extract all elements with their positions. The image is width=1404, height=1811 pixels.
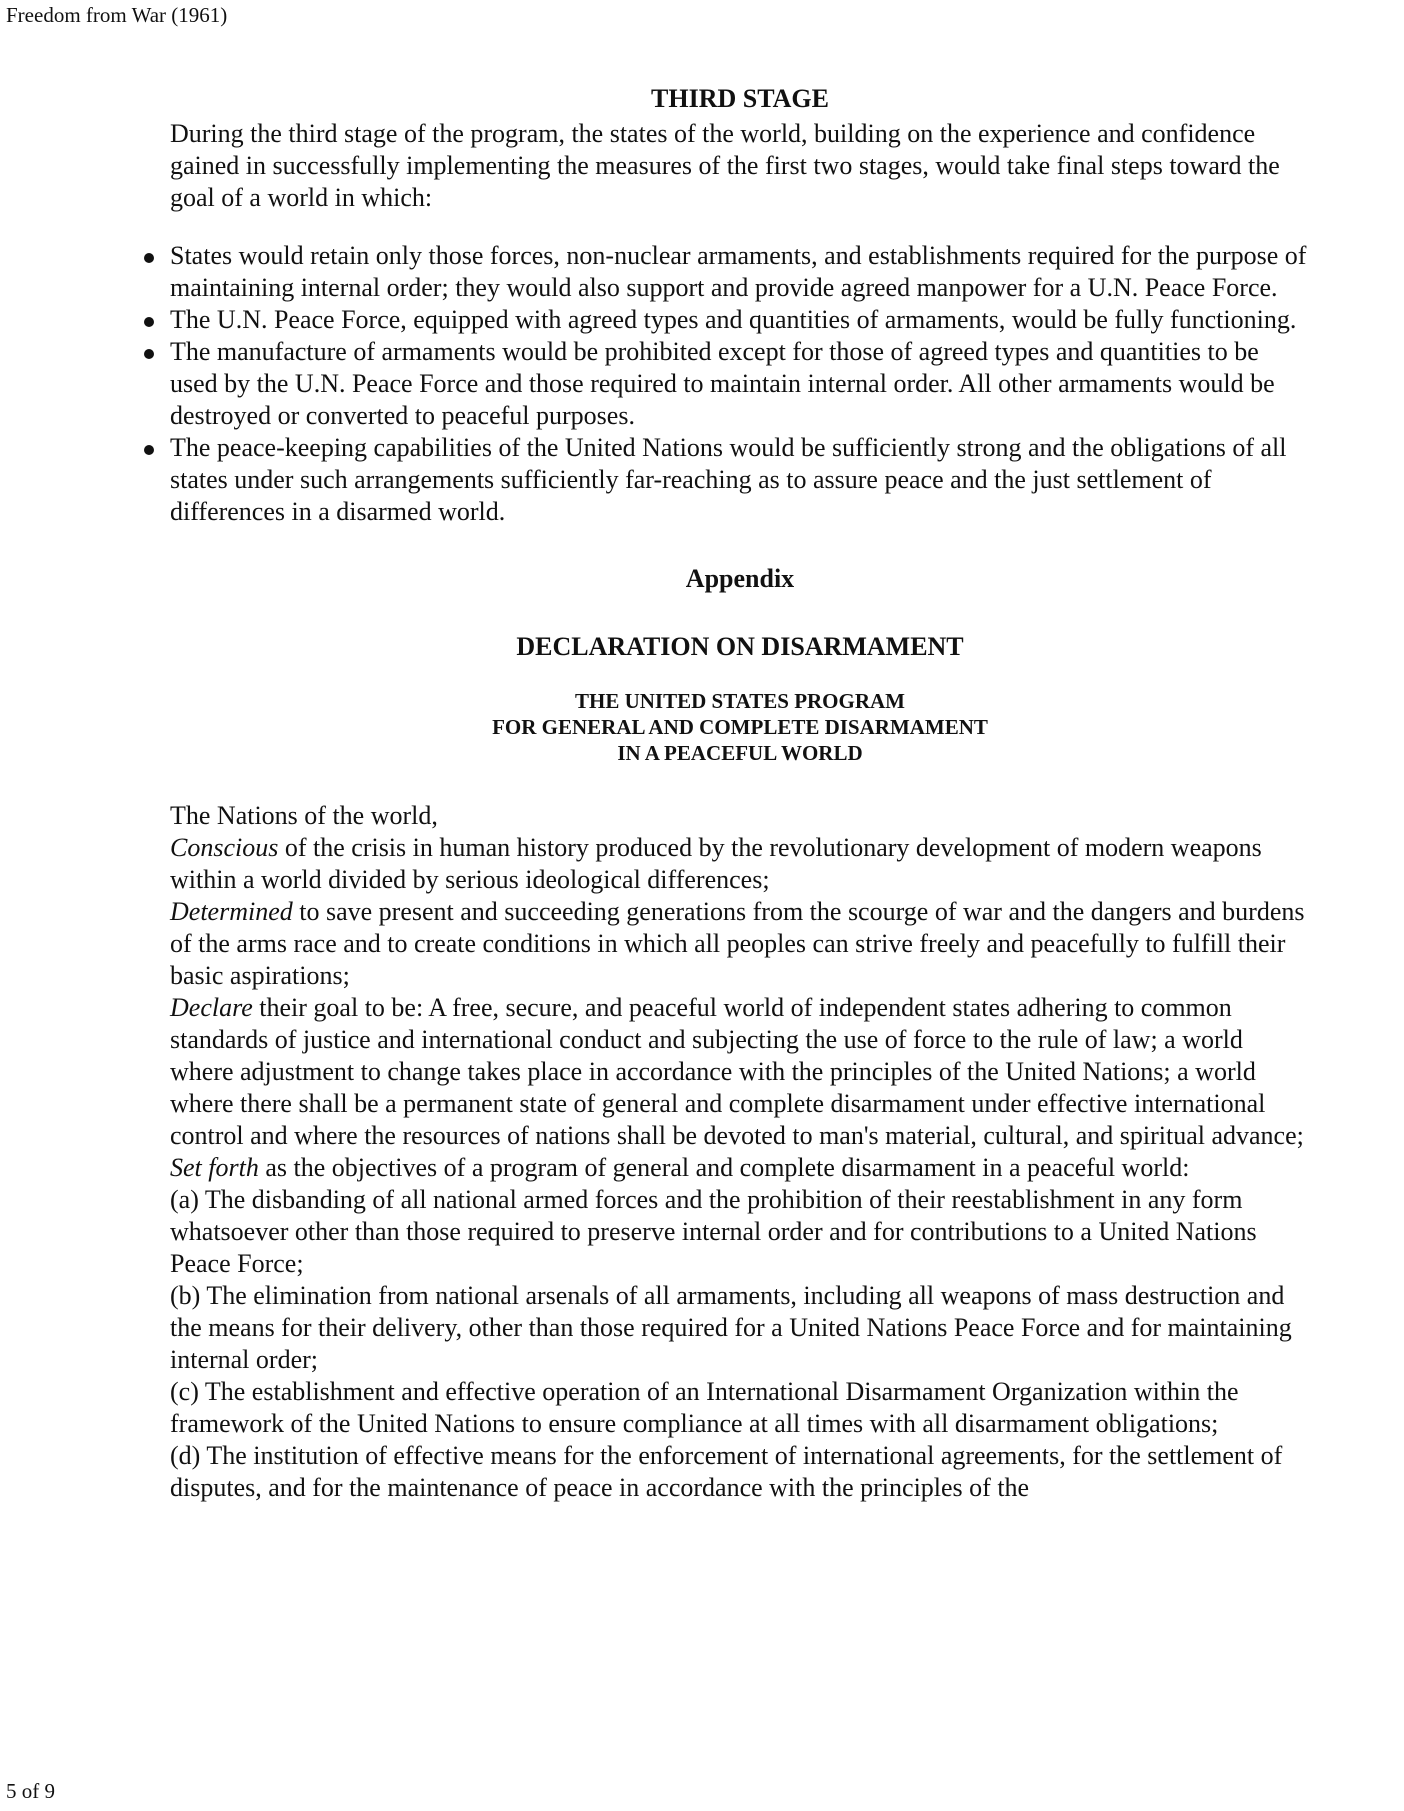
page-content [170,80,1310,1504]
bullet-item [170,240,1310,304]
bullet-text: The manufacture of armaments would be prohibited except for those of agreed types and quantities to be used by the U.N. Peace Force and those required to maintain internal order. All other armaments would be destroyed or converted to peaceful purposes. [170,337,1275,430]
declaration-body [170,800,1310,1504]
bullet-icon [144,317,154,327]
bullet-item [170,304,1310,336]
declaration-opening: The Nations of the world, [170,801,438,830]
objective-item: (d) The institution of effective means for the enforcement of international agreements, for the settlement of disputes, and for the maintenance of peace in accordance with the principles of the [170,1441,1283,1502]
conscious-text: of the crisis in human history produced by the revolutionary development of modern weapons within a world divided by serious ideological differences; [170,833,1262,894]
bullet-text: States would retain only those forces, non-nuclear armaments, and establishments required for the purpose of maintaining internal order; they would also support and provide agreed manpower for a U.N. Peace Force. [170,241,1307,302]
program-title-line: THE UNITED STATES PROGRAM [574,689,906,713]
set-forth-lead: Set forth [170,1153,259,1182]
bullet-text: The U.N. Peace Force, equipped with agreed types and quantities of armaments, would be fully functioning. [170,305,1297,334]
bullet-icon [144,253,154,263]
declaration-determined-paragraph [170,896,1310,992]
bullet-icon [144,349,154,359]
bullet-icon [144,445,154,455]
third-stage-bullet-list [170,240,1310,528]
document-title-header: Freedom from War (1961) [6,3,228,27]
program-title [170,688,1310,766]
program-title-line: FOR GENERAL AND COMPLETE DISARMAMENT [492,715,988,739]
objective-item: (b) The elimination from national arsenals of all armaments, including all weapons of mass destruction and the means for their delivery, other than those required for a United Nations Peace Force and for maintaining internal order; [170,1281,1292,1374]
bullet-item [170,336,1310,432]
program-title-line: IN A PEACEFUL WORLD [617,741,863,765]
determined-text: to save present and succeeding generations from the scourge of war and the dangers and burdens of the arms race and to create conditions in which all peoples can strive freely and peacefully to fulfill their basic aspirations; [170,897,1305,990]
page-number-footer: 5 of 9 [6,1779,55,1803]
bullet-item [170,432,1310,528]
declaration-declare-paragraph [170,992,1310,1152]
declare-lead: Declare [170,993,253,1022]
declare-text: their goal to be: A free, secure, and peaceful world of independent states adhering to common standards of justice and international conduct and subjecting the use of force to the rule of law; a world where adjustment to change takes place in accordance with the principles of the United Nations; a world where there shall be a permanent state of general and complete disarmament under effective international control and where the resources of nations shall be devoted to man's material, cultural, and spiritual advance; [170,993,1304,1150]
bullet-text: The peace-keeping capabilities of the United Nations would be sufficiently strong and the obligations of all states under such arrangements sufficiently far-reaching as to assure peace and the just settlement of differences in a disarmed world. [170,433,1287,526]
third-stage-intro: During the third stage of the program, the states of the world, building on the experience and confidence gained in successfully implementing the measures of the first two stages, would take final steps toward the goal of a world in which: [170,119,1280,212]
set-forth-text: as the objectives of a program of general and complete disarmament in a peaceful world: [258,1153,1190,1182]
third-stage-heading: THIRD STAGE [651,84,829,113]
determined-lead: Determined [170,897,293,926]
objective-item: (a) The disbanding of all national armed forces and the prohibition of their reestablishment in any form whatsoever other than those required to preserve internal order and for contributions to a United Nations Peace Force; [170,1185,1257,1278]
objective-item: (c) The establishment and effective operation of an International Disarmament Organization within the framework of the United Nations to ensure compliance at all times with all disarmament obligations; [170,1377,1239,1438]
declaration-heading: DECLARATION ON DISARMAMENT [516,632,964,661]
appendix-heading: Appendix [685,564,795,593]
declaration-set-forth-paragraph [170,1152,1310,1184]
declaration-conscious-paragraph [170,832,1310,896]
conscious-lead: Conscious [170,833,279,862]
